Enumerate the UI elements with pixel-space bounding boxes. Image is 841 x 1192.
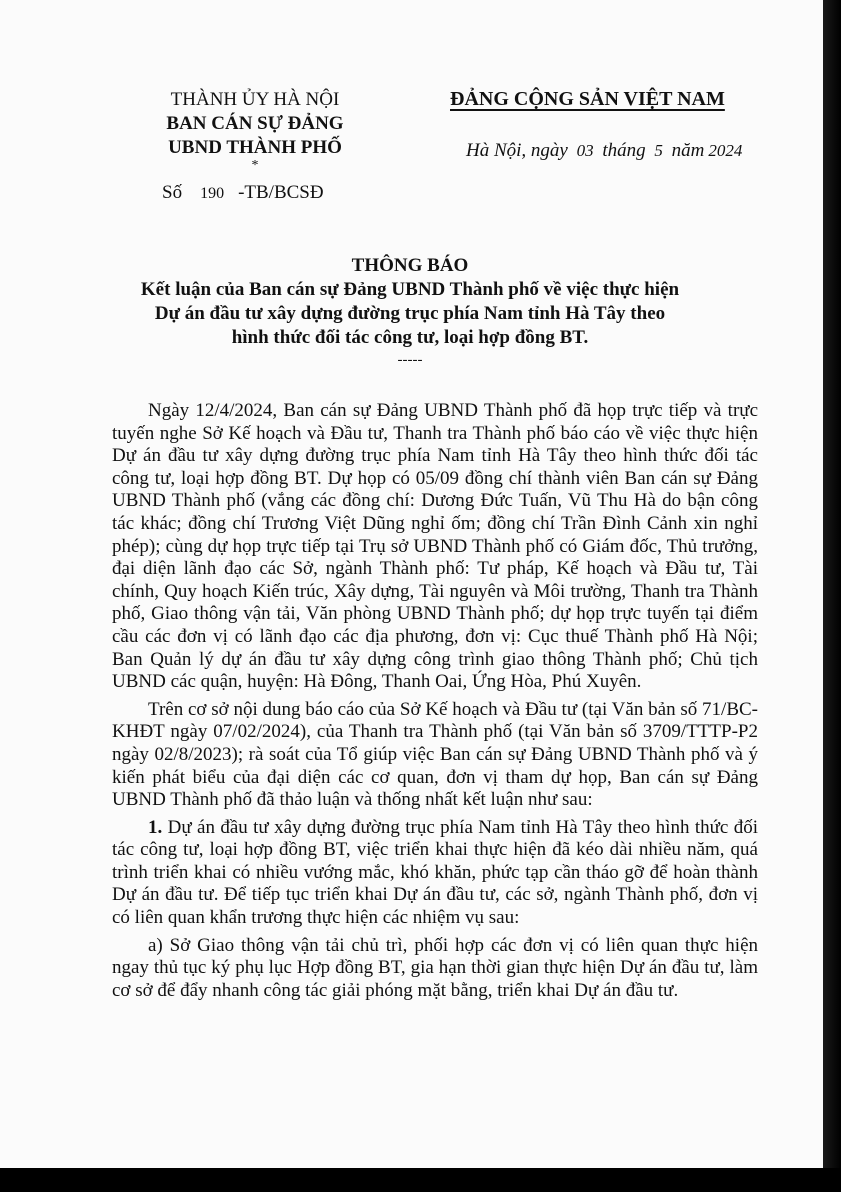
issuing-authority: [130, 88, 380, 172]
title-separator: -----: [397, 352, 423, 368]
document-title: [130, 254, 690, 368]
document-number: [162, 182, 324, 204]
date-year-label: năm: [671, 140, 705, 161]
title-line-3: hình thức đối tác công tư, loại hợp đồng BT.: [231, 327, 589, 348]
page-shadow-right: [823, 0, 841, 1192]
party-name: ĐẢNG CỘNG SẢN VIỆT NAM: [450, 88, 725, 110]
title-heading: THÔNG BÁO: [351, 255, 469, 276]
item-number: 1.: [148, 816, 163, 838]
document-body: [112, 400, 758, 1007]
paragraph-2: Trên cơ sở nội dung báo cáo của Sở Kế hoạch và Đầu tư (tại Văn bản số 71/BC-KHĐT ngày 07/02/2024), của Thanh tra Thành phố (tại Văn bản số 3709/TTTP-P2 ngày 02/8/2023); rà soát của Tổ giúp việc Ban cán sự Đảng UBND Thành phố và ý kiến phát biểu của đại diện các cơ quan, đơn vị tham dự họp, Ban cán sự Đảng UBND Thành phố đã thảo luận và thống nhất kết luận như sau:: [112, 698, 758, 811]
title-line-2: Dự án đầu tư xây dựng đường trục phía Nam tỉnh Hà Tây theo: [154, 303, 666, 324]
paragraph-1: Ngày 12/4/2024, Ban cán sự Đảng UBND Thành phố đã họp trực tiếp và trực tuyến nghe Sở Kế hoạch và Đầu tư, Thanh tra Thành phố báo cáo về việc thực hiện Dự án đầu tư xây dựng đường trục phía Nam tỉnh Hà Tây theo hình thức đối tác công tư, loại hợp đồng BT. Dự họp có 05/09 đồng chí thành viên Ban cán sự Đảng UBND Thành phố (vắng các đồng chí: Dương Đức Tuấn, Vũ Thu Hà do bận công tác khác; đồng chí Trương Việt Dũng nghỉ ốm; đồng chí Trần Đình Cảnh xin nghỉ phép); cùng dự họp trực tiếp tại Trụ sở UBND Thành phố có Giám đốc, Thủ trưởng, đại diện lãnh đạo các Sở, ngành Thành phố: Tư pháp, Kế hoạch và Đầu tư, Tài chính, Quy hoạch Kiến trúc, Xây dựng, Tài nguyên và Môi trường, Thanh tra Thành phố, Giao thông vận tải, Văn phòng UBND Thành phố; dự họp trực tuyến tại điểm cầu các đơn vị có lãnh đạo các địa phương, đơn vị: Cục thuế Thành phố Hà Nội; Ban Quản lý dự án đầu tư xây dựng công trình giao thông Thành phố; Chủ tịch UBND các quận, huyện: Hà Đông, Thanh Oai, Ứng Hòa, Phú Xuyên.: [112, 400, 758, 693]
date-month: 5: [654, 141, 663, 160]
org-line-3: UBND THÀNH PHỐ: [168, 137, 342, 158]
so-number: 190: [200, 185, 225, 202]
org-line-2: BAN CÁN SỰ ĐẢNG: [166, 113, 344, 134]
so-prefix: Số: [162, 182, 183, 203]
date-year: 2024: [708, 141, 743, 160]
date-place: Hà Nội, ngày: [466, 140, 568, 161]
page-shadow-bottom: [0, 1168, 841, 1192]
so-suffix: -TB/BCSĐ: [238, 182, 324, 203]
date-month-label: tháng: [602, 140, 646, 161]
title-line-1: Kết luận của Ban cán sự Đảng UBND Thành phố về việc thực hiện: [140, 279, 680, 300]
date-line: [466, 140, 746, 162]
paragraph-3: [112, 817, 758, 930]
paragraph-3-text: Dự án đầu tư xây dựng đường trục phía Nam tỉnh Hà Tây theo hình thức đối tác công tư, loại hợp đồng BT, việc triển khai thực hiện đã kéo dài nhiều năm, quá trình triển khai có nhiều vướng mắc, khó khăn, phức tạp cần tháo gỡ để hoàn thành Dự án đầu tư. Để tiếp tục triển khai Dự án đầu tư, các sở, ngành Thành phố, đơn vị có liên quan khẩn trương thực hiện các nhiệm vụ sau:: [112, 816, 758, 929]
paragraph-4: a) Sở Giao thông vận tải chủ trì, phối hợp các đơn vị có liên quan thực hiện ngay thủ tục ký phụ lục Hợp đồng BT, gia hạn thời gian thực hiện Dự án đầu tư, làm cơ sở để đẩy nhanh công tác giải phóng mặt bằng, triển khai Dự án đầu tư.: [112, 934, 758, 1001]
date-day: 03: [576, 141, 594, 160]
star-mark: *: [251, 158, 259, 173]
org-line-1: THÀNH ỦY HÀ NỘI: [170, 89, 340, 110]
